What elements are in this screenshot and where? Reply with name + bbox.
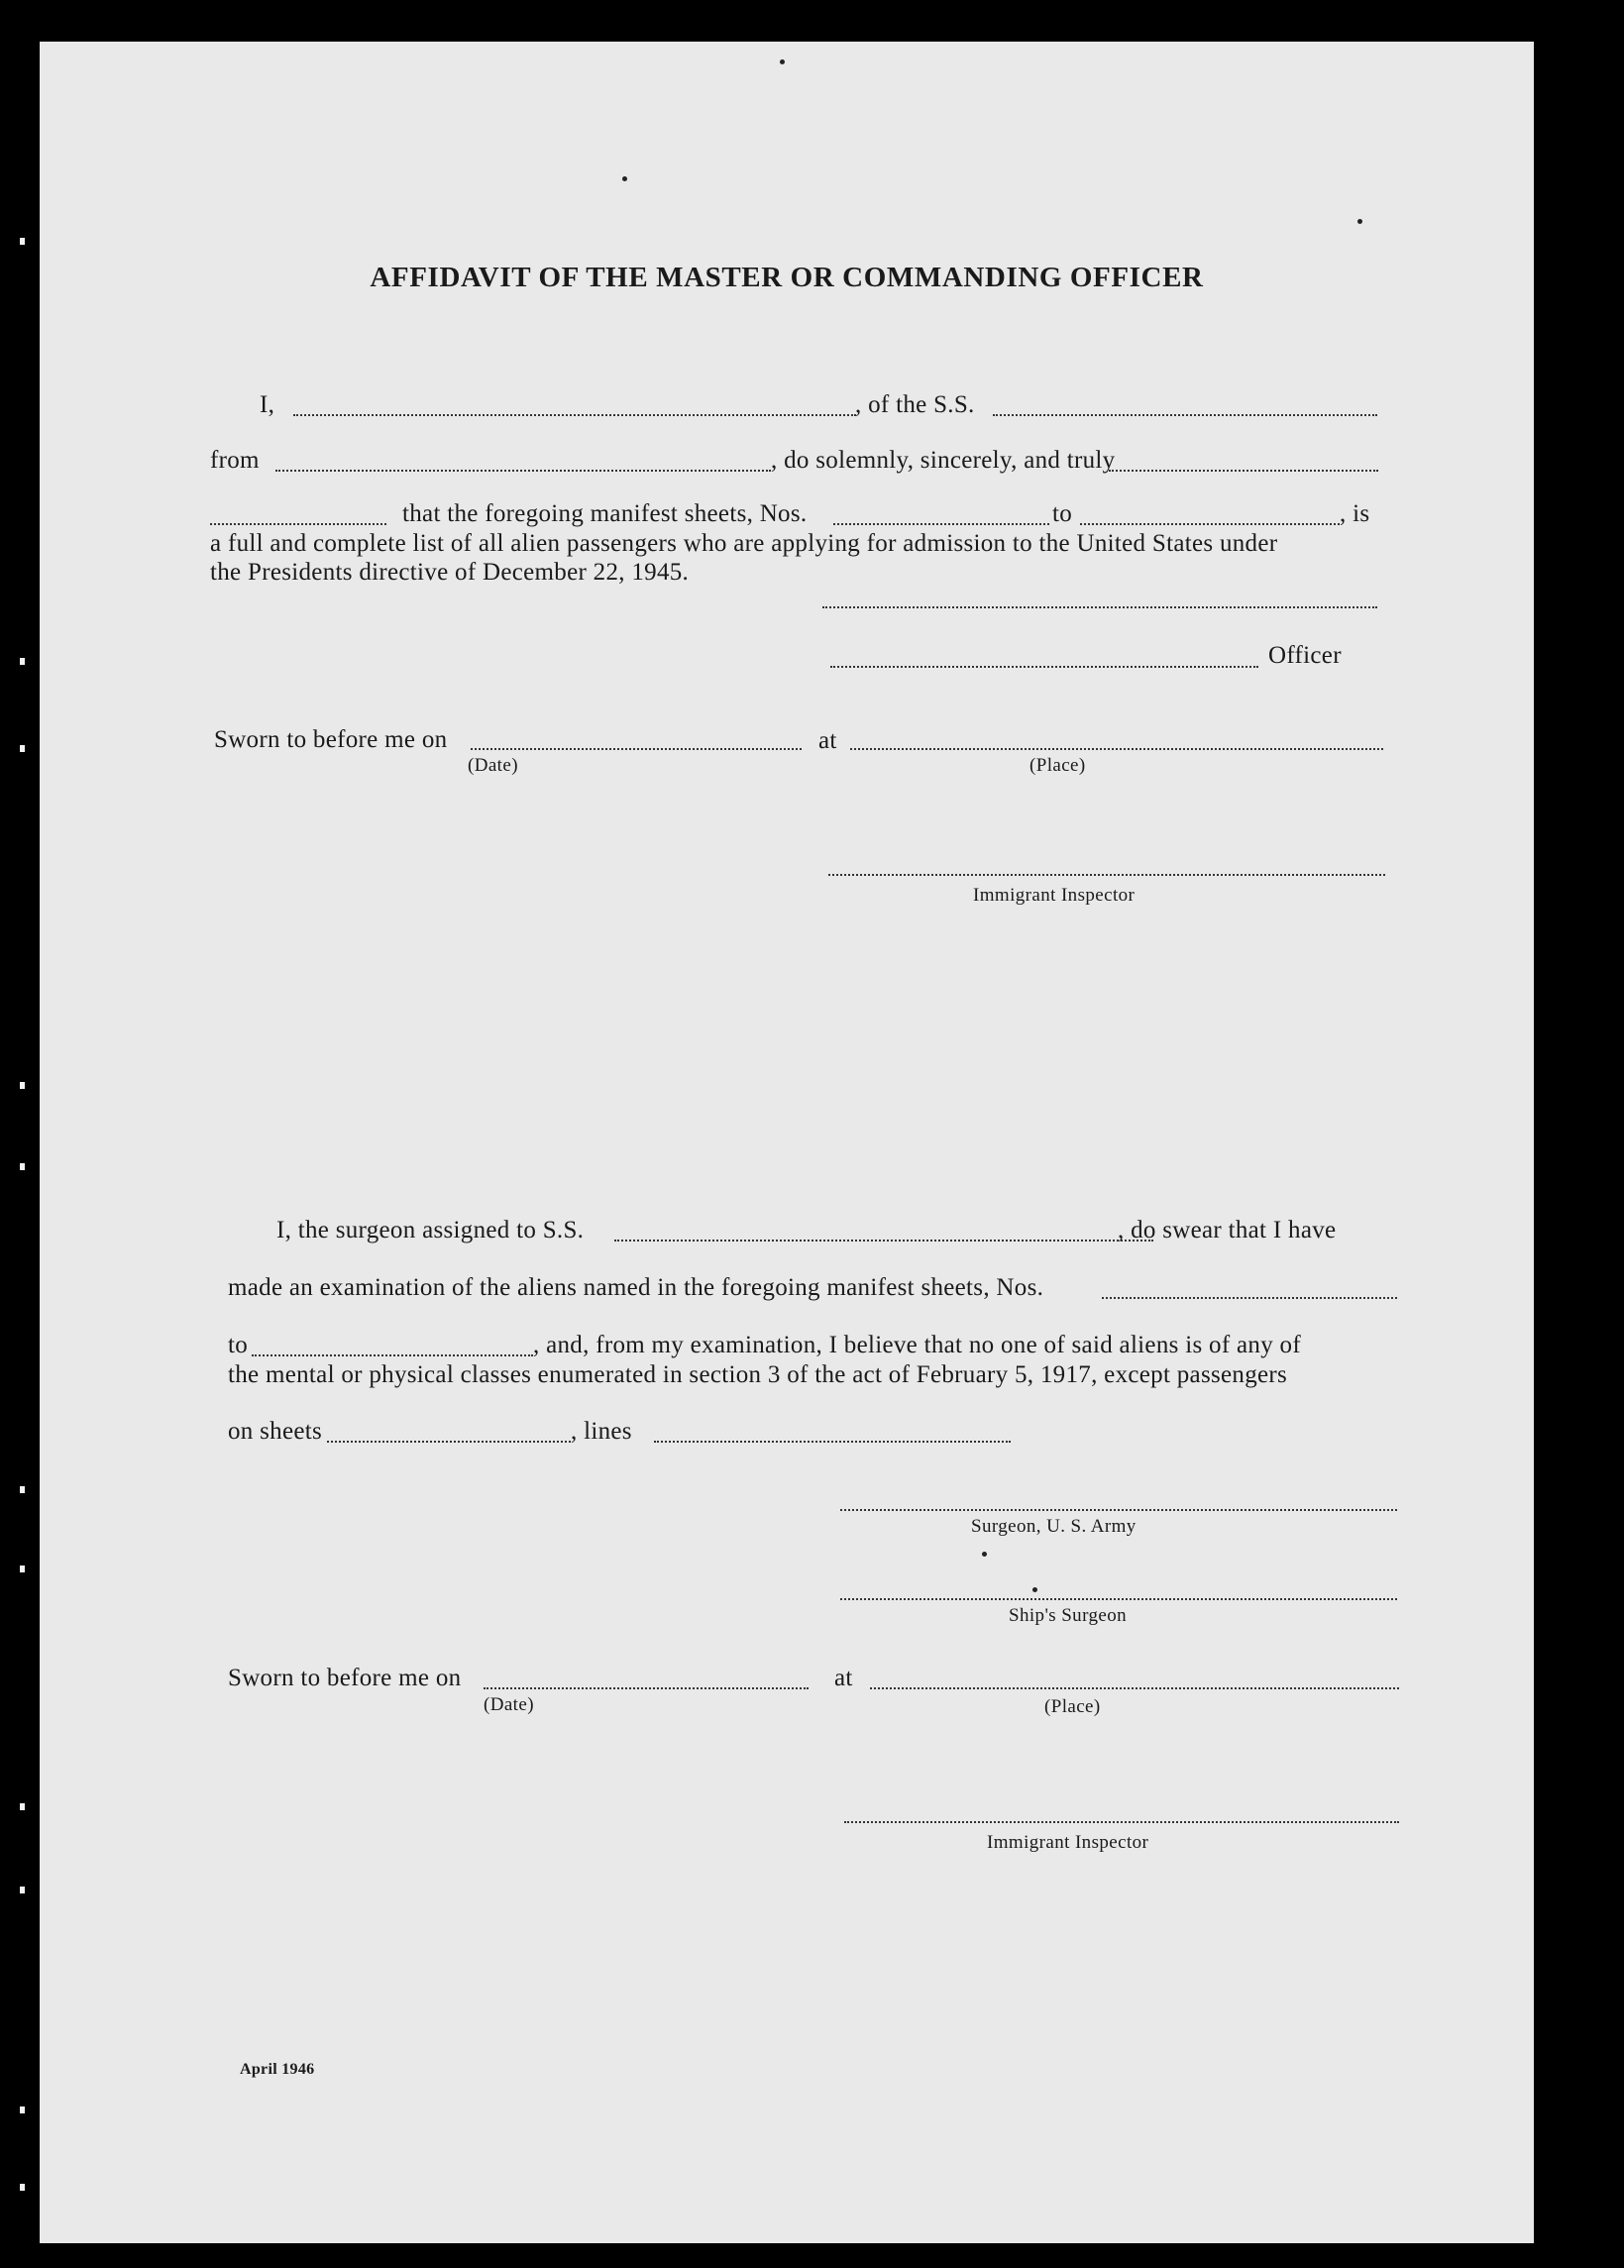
master-inspector-label: Immigrant Inspector (973, 885, 1136, 906)
master-ship-field[interactable] (993, 414, 1377, 416)
surgeon-at-label: at (834, 1665, 853, 1691)
surgeon-sworn-label: Sworn to before me on (228, 1665, 462, 1691)
surgeon-sheets-field[interactable] (327, 1441, 571, 1443)
master-from-field[interactable] (275, 470, 771, 472)
master-line5: the Presidents directive of December 22, 1945. (210, 559, 690, 586)
print-speck (1357, 219, 1362, 224)
master-line1-mid: , of the S.S. (855, 391, 975, 418)
surgeon-line3-start: to (228, 1332, 249, 1358)
print-speck (1032, 1587, 1037, 1592)
master-sworn-label: Sworn to before me on (214, 726, 448, 753)
print-speck (622, 176, 627, 181)
officer-name-line[interactable] (830, 666, 1258, 668)
officer-signature-line[interactable] (822, 606, 1377, 608)
master-line2-mid: , do solemnly, sincerely, and truly (771, 447, 1116, 474)
master-line3-mid: that the foregoing manifest sheets, Nos. (402, 500, 808, 527)
edge-mark (20, 1082, 25, 1089)
edge-mark (20, 1566, 25, 1572)
surgeon-line2: made an examination of the aliens named in the foregoing manifest sheets, Nos. (228, 1274, 1044, 1301)
print-speck (982, 1552, 987, 1557)
edge-mark (20, 1803, 25, 1810)
master-name-field[interactable] (293, 414, 856, 416)
surgeon-date-caption: (Date) (484, 1694, 534, 1715)
master-line3-end: , is (1340, 500, 1370, 527)
master-affirm-field[interactable] (210, 523, 386, 525)
ship-surgeon-label: Ship's Surgeon (1009, 1605, 1127, 1626)
edge-mark (20, 1163, 25, 1170)
surgeon-line1-start: I, the surgeon assigned to S.S. (276, 1217, 585, 1243)
master-sworn-place-field[interactable] (850, 748, 1383, 750)
officer-label: Officer (1268, 642, 1342, 669)
surgeon-lines-field[interactable] (654, 1441, 1011, 1443)
master-sworn-date-field[interactable] (471, 748, 802, 750)
master-oath-field[interactable] (1109, 470, 1378, 472)
surgeon-inspector-signature-line[interactable] (844, 1821, 1399, 1823)
form-date: April 1946 (240, 2061, 315, 2078)
ship-surgeon-signature-line[interactable] (840, 1598, 1397, 1600)
surgeon-line3-end: , and, from my examination, I believe that no one of said aliens is of any of (533, 1332, 1301, 1358)
master-line3-to: to (1052, 500, 1073, 527)
master-nos-from-field[interactable] (833, 523, 1049, 525)
surgeon-line5-start: on sheets (228, 1418, 323, 1445)
master-at-label: at (818, 727, 837, 754)
master-line4: a full and complete list of all alien passengers who are applying for admission to the United States under (210, 530, 1278, 557)
print-speck (780, 59, 785, 64)
master-date-caption: (Date) (468, 755, 518, 776)
master-nos-to-field[interactable] (1080, 523, 1340, 525)
surgeon-inspector-label: Immigrant Inspector (987, 1832, 1149, 1853)
surgeon-line4: the mental or physical classes enumerated in section 3 of the act of February 5, 1917, except passengers (228, 1361, 1288, 1388)
surgeon-place-caption: (Place) (1044, 1696, 1101, 1717)
edge-mark (20, 658, 25, 665)
surgeon-nos-from-field[interactable] (1102, 1297, 1397, 1299)
edge-mark (20, 2184, 25, 2191)
surgeon-sworn-date-field[interactable] (484, 1687, 809, 1689)
master-inspector-signature-line[interactable] (828, 874, 1385, 876)
edge-mark (20, 1486, 25, 1493)
surgeon-ship-field[interactable] (614, 1240, 1153, 1242)
edge-mark (20, 2106, 25, 2113)
army-surgeon-label: Surgeon, U. S. Army (971, 1516, 1137, 1537)
master-place-caption: (Place) (1029, 755, 1086, 776)
master-line1-start: I, (260, 391, 275, 418)
surgeon-line5-mid: , lines (571, 1418, 632, 1445)
army-surgeon-signature-line[interactable] (840, 1509, 1397, 1511)
edge-mark (20, 238, 25, 245)
surgeon-sworn-place-field[interactable] (870, 1687, 1399, 1689)
edge-mark (20, 1887, 25, 1893)
surgeon-nos-to-field[interactable] (252, 1354, 533, 1356)
form-title: AFFIDAVIT OF THE MASTER OR COMMANDING OFFICER (370, 262, 1204, 293)
surgeon-line1-end: , do swear that I have (1118, 1217, 1337, 1243)
master-line2-start: from (210, 447, 260, 474)
form-page (40, 42, 1534, 2243)
edge-mark (20, 745, 25, 752)
